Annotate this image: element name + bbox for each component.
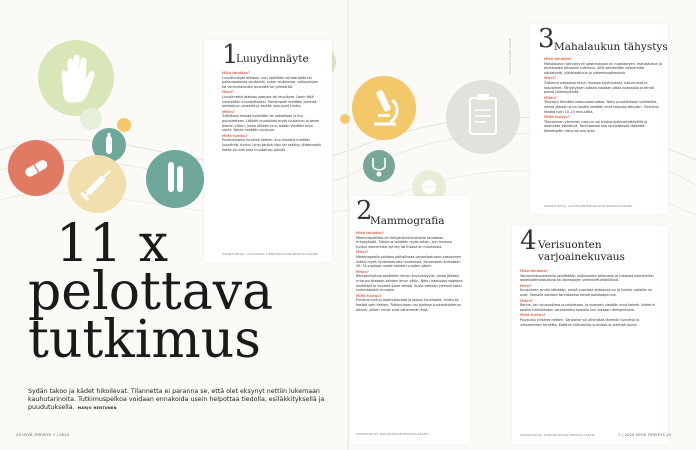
stethoscope-icon [363,150,395,182]
section-question: Miltä tuntuu? [356,293,382,298]
section-text: Tutkittava makaa kyljellään tai vatsallaan ja iho puudutetaan. Lääkäri puuduttaa myös luukalvon ja tekee pienen viillon, jonka jälkeen luun sisään viedään ohut neula. Näyte imetään ruiskuun. [222,114,320,133]
card-credit: ASIANTUNTIJA: YLILÄÄKÄRI, HEMATOLOGIAN ERIKOISLÄÄKÄRI [222,252,319,256]
card-title: Mammografia [370,215,445,227]
small-peach-dot [340,114,350,124]
stethoscope-illustration [363,150,395,182]
card-credit: ASIANTUNTIJA: KARDIOLOGIAN ERIKOISLÄÄKÄRI [520,433,595,437]
card-credit: ASIANTUNTIJA: RADIOLOGIAN ERIKOISLÄÄKÄRI [356,432,429,436]
clipboard-icon [446,80,520,154]
section-question: Miltä tuntuu? [544,115,570,120]
card-mahalaukun-tahystys [530,24,668,214]
section-text: Tähystys tehdään makuuasennossa. Nielu puudutetaan suihkeella, minkä jälkeen suun kautta viedään ohut taipuisa tähystin. Tutkimus kestää noin 10–15 minuuttia. [544,100,659,114]
section-question: Mikä tehdään? [520,269,548,273]
card-verisuonten-varjoainekuvaus [512,226,668,444]
folio-left: 24 HYVÄ TERVEYS 7 / 2024 [16,433,70,437]
section-question: Miten? [356,269,369,274]
headline-line-2: pelottava [28,262,274,322]
headline-line-1: 11 x [56,214,169,274]
card-number: 4 [520,226,537,256]
card-title: Mahalaukun tähystys [554,41,668,53]
section-question: Miksi? [544,76,556,81]
section-text: Puudutus kirvelee hetken. Varjoaine voi aiheuttaa lämmön tunnetta ja virtsaamisen tarvetta. Katetrin liikkumista suonissa ei yleensä tunne. [520,317,640,327]
card-body [520,268,660,327]
folio-right: 7 / 2024 HYVÄ TERVEYS 25 [618,433,672,437]
section-question: Miltä tuntuu? [520,313,546,318]
card-number: 3 [538,24,555,54]
section-text: Mammografia voidaan paikallistaa pahanlaatuisen kasvaimen lisäksi myös hyvänlaatuisia muutoksia. Seulontaan kutsutaan 50–74-vuotiaat naiset kahden vuoden välein. [356,254,461,269]
test-tube-illustration [146,150,204,208]
syringe-illustration [68,155,126,213]
section-text: Mahalaukun tähystys eli gastroskopia on ruokatorven, mahalaukun ja ohutsuolen alkuosan tutkimus. Sillä selvitetään esimerkiksi närästystä, ylävatsakipua ja nielemisvaikeuksia. [544,61,662,75]
section-question: Miksi? [520,283,532,288]
author-byline: MARJO HENTUNEN [77,406,117,411]
section-question: Miltä tuntuu? [222,133,248,138]
section-text: Luuydinnäyte otetaan, kun epäillään verisairaaita tai pahanlaatuista veritautia, kuten leukemiaa, valkosolujen tai verihiutaleiden puutetta tai ylimäärää. [222,75,319,89]
card-body [544,56,662,134]
card-number: 1 [222,40,239,70]
clipboard-illustration [446,80,520,154]
section-text: Puudutusaine kirvelee hetken. Kun neulalla imetään luuydintä, tuntuu lyhyt terävä kipu tai vetäisy. Jälkeenpäin kohta voi olla arka muutaman päivän. [222,138,322,152]
headline-line-3: tutkimus [28,310,261,370]
card-title: Luuydinnäyte [236,53,309,65]
syringe-icon [68,155,126,213]
section-text: Luuytimestä otetaan koepala tai imunäyte. Usein tätä nimitetään imunäytteeksi. Toimenpide tehdään yleensä lonkkaluun alueelta ja kestää noin puoli tuntia. [222,94,317,109]
section-question: Miten? [222,109,235,114]
glove-illustration [38,40,114,116]
section-question: Miksi? [222,90,234,95]
section-question: Miten? [520,298,533,303]
microscope-icon [352,76,416,140]
lede-text: Sydän takoo ja kädet hikoilevat. Tilannetta ei paranna se, että olet eksynyt nettiin lukemaan kauhutarinoita. Tutkimuspelkoa voidaan ennakoida usein helpottaa tiedolla, esiläkkityksellä ja puudutuksella. [28,388,325,412]
capsule-illustration [8,140,64,196]
section-text: Röntgenhoitaja asettelee rinnan kuvauslevylle, jonka jälkeen rinta puristetaan kahden levyn väliin. Näin rintakudos saadaan levitettyä ja kuvasta tulee selkeä. Kuvia otetaan yleensä kaksi kummastakin rinnasta. [356,274,463,293]
light-circle-decoration [80,108,102,130]
section-text: Kuvauksen avulla nähdään, missä suonissa ahtaumia on ja kuinka vaikeita ne ovat. Samalla voidaan tarvittaessa tehdä pallolaajennus. [520,288,652,297]
section-text: Varjoainekuvauksella selvitetään valtimoiden ahtaumia ja tukoksia esimerkiksi sepelvaltimotaudissa tai alaraajojen verenkiertohäiriöissä. [520,273,654,283]
section-question: Miten? [544,95,557,100]
section-question: Mikä tehdään? [222,71,250,75]
section-text: Tähystimen vieminen nieluun voi tuntua epämiellyttävältä ja aiheuttaa yökkäilyä. Tarvittaessa saa rauhoittavaa lääkettä. Jälkeenpäin nielu voi olla arka. [544,119,648,133]
section-question: Miksi? [356,250,368,255]
pill-capsule-icon [8,140,64,196]
vertical-credit-label: KUVITUS SAMI SAARI [508,37,512,74]
section-question: Mikä tehdään? [356,231,384,235]
microscope-illustration [352,76,416,140]
card-credit: ASIANTUNTIJA: GASTROENTEROLOGIAN ERIKOISLÄÄKÄRI [544,204,633,208]
card-luuydinnayte [204,40,332,262]
gutter [347,0,349,450]
section-text: Tutkimus paljastaa muun muassa tulehdukset, haavaumat ja kasvaimet. Tähystyksen aikana voidaan ottaa koepaloja ja tehdä pieniä toimenpiteitä. [544,80,654,95]
section-question: Mikä tehdään? [544,57,572,61]
lede-paragraph [28,388,328,413]
card-number: 2 [356,196,373,226]
glove-icon [38,40,114,116]
small-dot-illustration [117,118,131,132]
card-mammografia [350,196,470,444]
section-text: Mammografialla eli röntgentutkimuksella seulotaan rintasyöpää. Tutkimus tehdään myös silloin, jos rinnassa tuntuu esimerkiksi kyhmy tai ihossa on muutoksia. [356,235,452,249]
section-text: Ranne- tai nivusvaltimo puudutetaan, ja suoneen viedään ohut katetri. Katetrin kautta ruiskutetaan varjoainetta samalla kun otetaan röntgenkuvia. [520,303,655,312]
section-text: Puristus tuntuu epämukavalta ja joskus kivuliaalta, mutta se kestää vain hetken. Tutkimuksen voi ajoittaa kuukautiskierron alkuun, jolloin rinnat ovat vähemmän arat. [356,298,461,312]
test-tube-icon [146,150,204,208]
card-title: Verisuonten varjoainekuvaus [538,239,625,263]
card-body [356,230,464,312]
card-body [222,70,322,152]
